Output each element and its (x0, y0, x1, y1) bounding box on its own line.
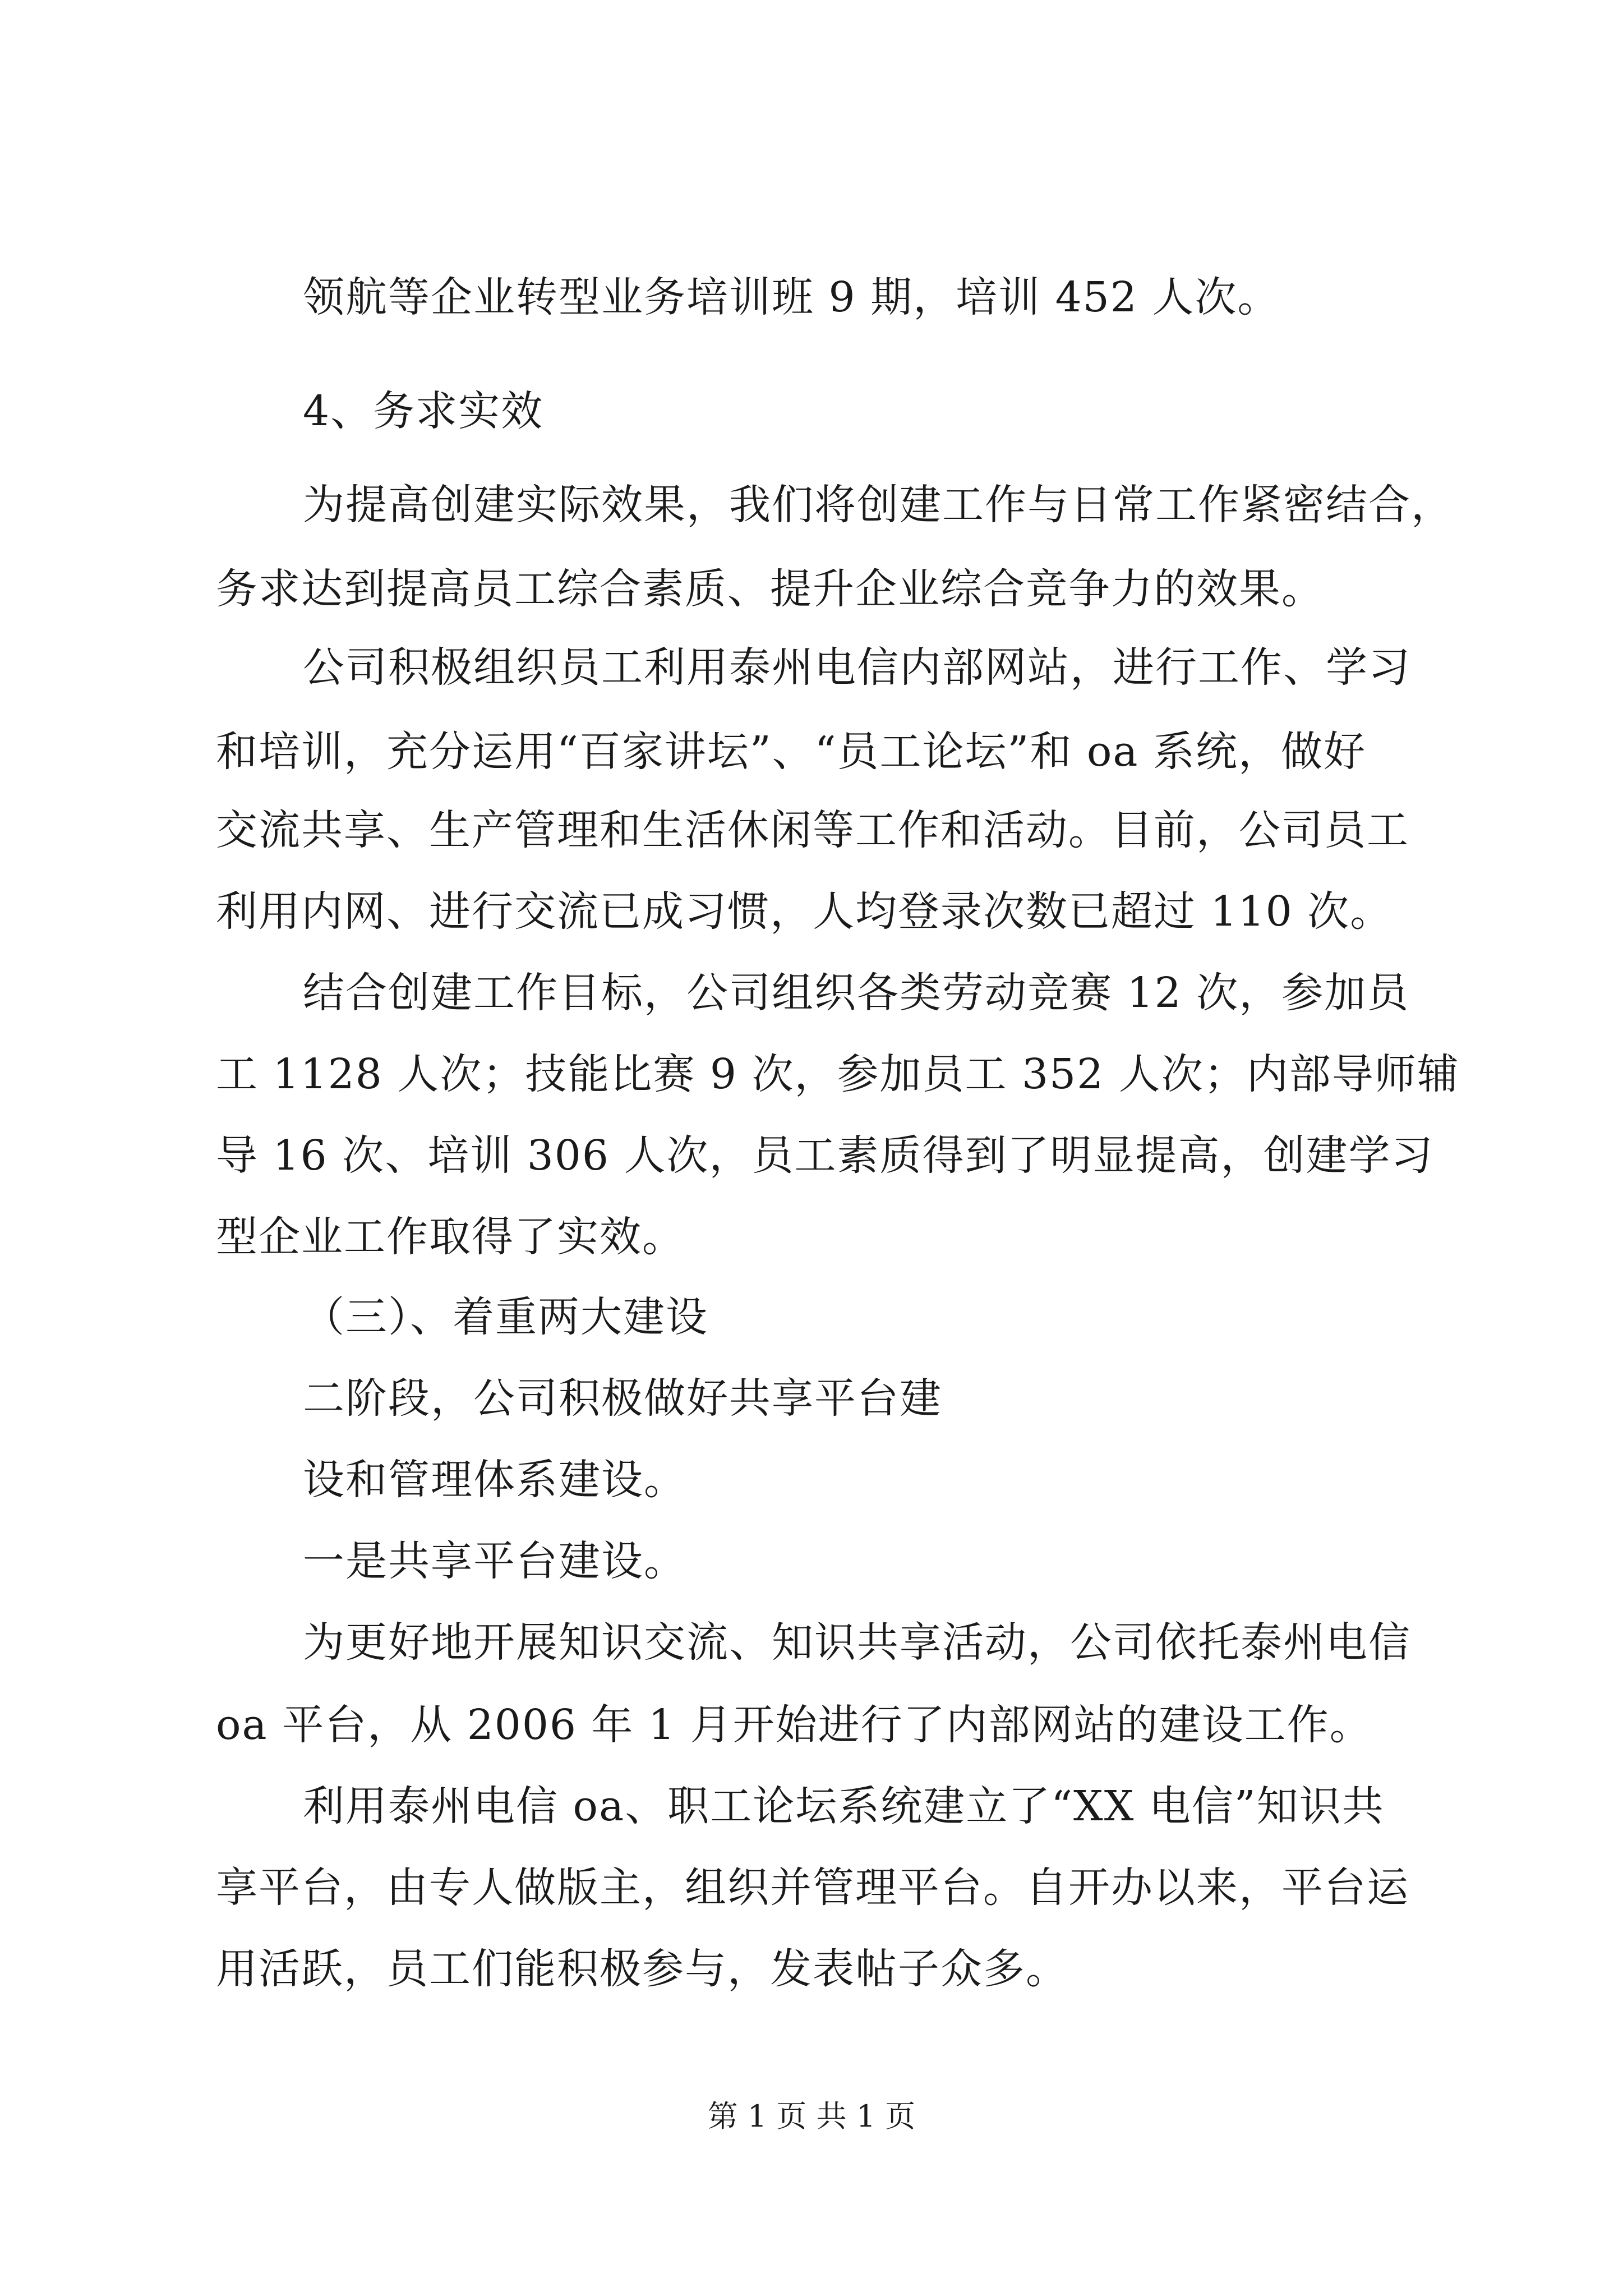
text-line: 公司积极组织员工利用泰州电信内部网站，进行工作、学习 (303, 643, 1411, 692)
text-line: 利用泰州电信 oa、职工论坛系统建立了“XX 电信”知识共 (303, 1782, 1385, 1830)
text-line: 用活跃，员工们能积极参与，发表帖子众多。 (216, 1945, 1068, 1993)
text-line: 交流共享、生产管理和生活休闲等工作和活动。目前，公司员工 (216, 806, 1409, 854)
page-number-footer: 第 1 页 共 1 页 (707, 2099, 916, 2134)
text-line: 为提高创建实际效果，我们将创建工作与日常工作紧密结合， (303, 481, 1454, 529)
text-line: 务求达到提高员工综合素质、提升企业综合竞争力的效果。 (216, 565, 1324, 613)
text-line: 结合创建工作目标，公司组织各类劳动竞赛 12 次，参加员 (303, 969, 1410, 1017)
text-line: 设和管理体系建设。 (303, 1456, 686, 1504)
section-heading: 4、务求实效 (303, 387, 544, 435)
text-line: 享平台，由专人做版主，组织并管理平台。自开办以来，平台运 (216, 1864, 1409, 1912)
text-line: 利用内网、进行交流已成习惯，人均登录次数已超过 110 次。 (216, 887, 1393, 936)
text-line: 导 16 次、培训 306 人次，员工素质得到了明显提高，创建学习 (216, 1131, 1434, 1180)
text-line: 和培训，充分运用“百家讲坛”、“员工论坛”和 oa 系统，做好 (216, 728, 1367, 776)
text-line: 二阶段，公司积极做好共享平台建 (303, 1374, 942, 1423)
text-line: 领航等企业转型业务培训班 9 期，培训 452 人次。 (303, 273, 1280, 321)
text-line: oa 平台，从 2006 年 1 月开始进行了内部网站的建设工作。 (216, 1701, 1372, 1749)
text-line: 一是共享平台建设。 (303, 1537, 686, 1585)
text-line: 工 1128 人次；技能比赛 9 次，参加员工 352 人次；内部导师辅 (216, 1050, 1460, 1098)
text-line: 为更好地开展知识交流、知识共享活动，公司依托泰州电信 (303, 1618, 1411, 1667)
section-heading: （三）、着重两大建设 (303, 1293, 708, 1341)
text-line: 型企业工作取得了实效。 (216, 1213, 685, 1261)
